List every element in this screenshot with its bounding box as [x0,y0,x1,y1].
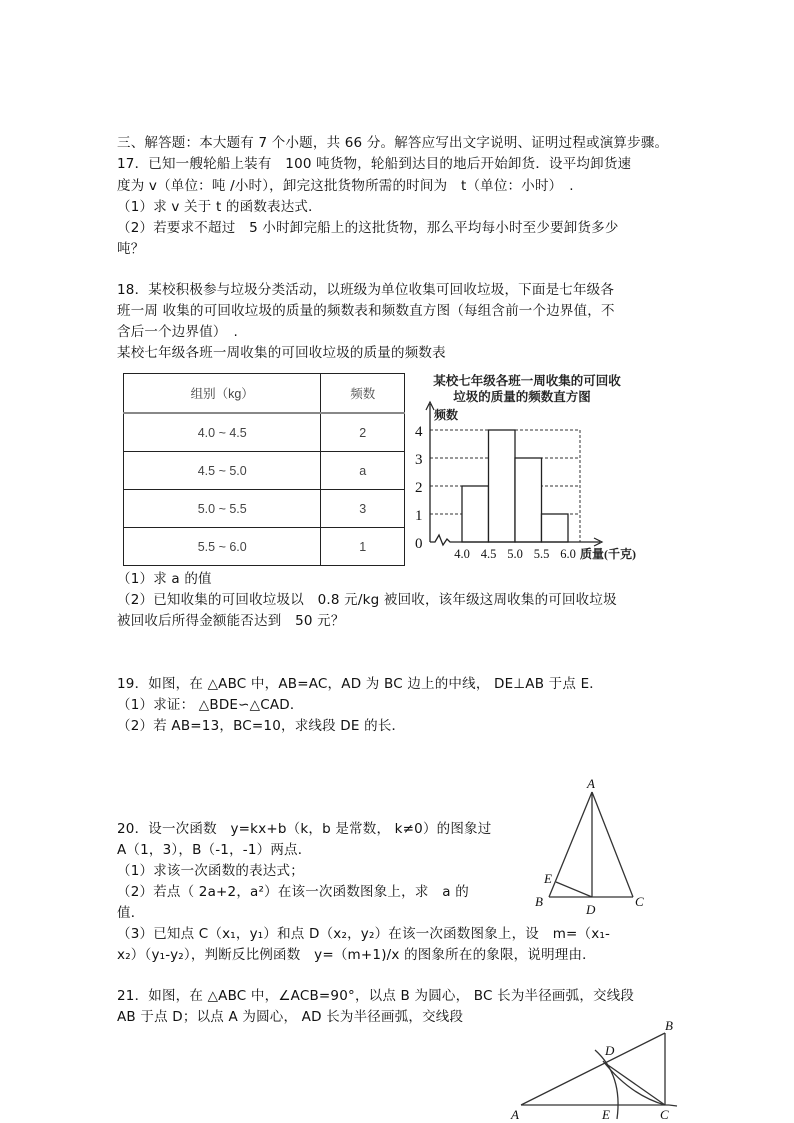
q19-line: （1）求证： △BDE∽△CAD． [117,697,304,713]
table-cell: 2 [321,413,405,452]
q20-line: （2）若点（ 2a+2，a²）在该一次函数图象上，求 a 的 [117,884,469,900]
q18-sub-line: （2）已知收集的可回收垃圾以 0.8 元/kg 被回收，该年级这周收集的可回收垃圾 [117,592,617,608]
point-label-c: C [660,1107,669,1122]
y-tick-label: 0 [415,536,423,552]
segment-dc [605,1063,665,1105]
q18-line: 18．某校积极参与垃圾分类活动，以班级为单位收集可回收垃圾，下面是七年级各 [117,282,615,298]
point-label-d: D [605,1043,615,1058]
y-axis-label: 频数 [434,408,459,422]
table-header-row [124,374,405,414]
segment-ab [549,792,592,897]
histogram-bar [462,486,489,542]
table-cell: 4.5 ~ 5.0 [124,452,321,490]
frequency-table [123,373,405,566]
histogram-bar [489,430,516,542]
chart-title-line: 某校七年级各班一周收集的可回收 [433,374,621,388]
segment-ac-extension [669,1105,677,1106]
q20-line: （1）求该一次函数的表达式； [117,863,304,879]
segment-ac [592,792,633,897]
table-cell: 3 [321,490,405,528]
q18-line: 含后一个边界值） . [117,324,239,340]
q17-line: （1）求 v 关于 t 的函数表达式． [117,199,322,215]
table-row [124,413,405,452]
q20-line: 值． [117,905,145,921]
x-tick-label: 5.5 [533,547,550,561]
segment-de [556,882,592,897]
q20-line: x₂）（y₁-y₂），判断反比例函数 y=（m+1)/x 的图象所在的象限，说明理由． [117,947,596,963]
q17-line: 吨？ [117,241,145,257]
q18-sub-line: （1）求 a 的值 [117,571,212,587]
table-header-cell: 频数 [321,374,405,414]
x-tick-label: 4.5 [480,547,497,561]
point-label-d: D [586,902,596,917]
table-row [124,452,405,490]
q17-line: （2）若要求不超过 5 小时卸完船上的这批货物，那么平均每小时至少要卸货多少 [117,220,619,236]
right-triangle-arc-figure [505,1015,695,1123]
table-cell: a [321,452,405,490]
q20-line: 20．设一次函数 y=kx+b（k，b 是常数， k≠0）的图象过 [117,821,492,837]
table-header-cell: 组别（kg） [124,374,321,414]
point-label-a: A [511,1107,519,1122]
table-row [124,490,405,528]
x-tick-label: 4.0 [454,547,470,561]
y-tick-label: 1 [415,508,423,524]
table-cell: 1 [321,528,405,566]
section-header: 三、解答题：本大题有 7 个小题，共 66 分。解答应写出文字说明、证明过程或演算步骤。 [117,135,669,151]
frequency-histogram [405,368,650,563]
y-tick-label: 3 [415,452,423,468]
x-tick-label: 6.0 [560,547,576,561]
point-label-b: B [535,894,543,909]
point-label-a: A [587,776,595,791]
point-label-b: B [665,1018,673,1033]
q17-line: 17．已知一艘轮船上装有 100 吨货物，轮船到达目的地后开始卸货．设平均卸货速 [117,156,632,172]
point-label-e: E [544,871,552,886]
q18-table-caption: 某校七年级各班一周收集的可回收垃圾的质量的频数表 [117,345,446,361]
point-label-e: E [602,1107,610,1122]
triangle-abc-figure [525,775,655,920]
q21-line: AB 于点 D；以点 A 为圆心， AD 长为半径画弧，交线段 [117,1009,464,1025]
q19-line: （2）若 AB=13，BC=10，求线段 DE 的长． [117,718,406,734]
y-tick-label: 2 [415,480,423,496]
q20-line: （3）已知点 C（x₁，y₁）和点 D（x₂，y₂）在该一次函数图象上，设 m=（x₁- [117,926,611,942]
histogram-bar [542,514,569,542]
q18-line: 班一周 收集的可回收垃圾的质量的频数表和频数直方图（每组含前一个边界值，不 [117,303,615,319]
q20-line: A（1，3），B（-1，-1）两点． [117,842,312,858]
point-label-c: C [635,894,644,909]
table-cell: 5.5 ~ 6.0 [124,528,321,566]
table-cell: 5.0 ~ 5.5 [124,490,321,528]
table-row [124,528,405,566]
q19-line: 19．如图，在 △ABC 中，AB=AC，AD 为 BC 边上的中线， DE⊥AB 于点 E． [117,676,603,692]
q17-line: 度为 v（单位：吨 /小时），卸完这批货物所需的时间为 t（单位：小时） . [117,178,574,194]
table-cell: 4.0 ~ 4.5 [124,413,321,452]
x-tick-label: 5.0 [507,547,523,561]
segment-ab [521,1033,665,1105]
histogram-bar [515,458,542,542]
x-axis-label: 质量(千克) [580,547,636,561]
q21-line: 21．如图，在 △ABC 中，∠ACB=90°，以点 B 为圆心， BC 长为半径画弧，交线段 [117,988,635,1004]
chart-title-line: 垃圾的质量的频数直方图 [453,390,591,404]
y-tick-label: 4 [415,424,423,440]
q18-sub-line: 被回收后所得金额能否达到 50 元？ [117,613,345,629]
